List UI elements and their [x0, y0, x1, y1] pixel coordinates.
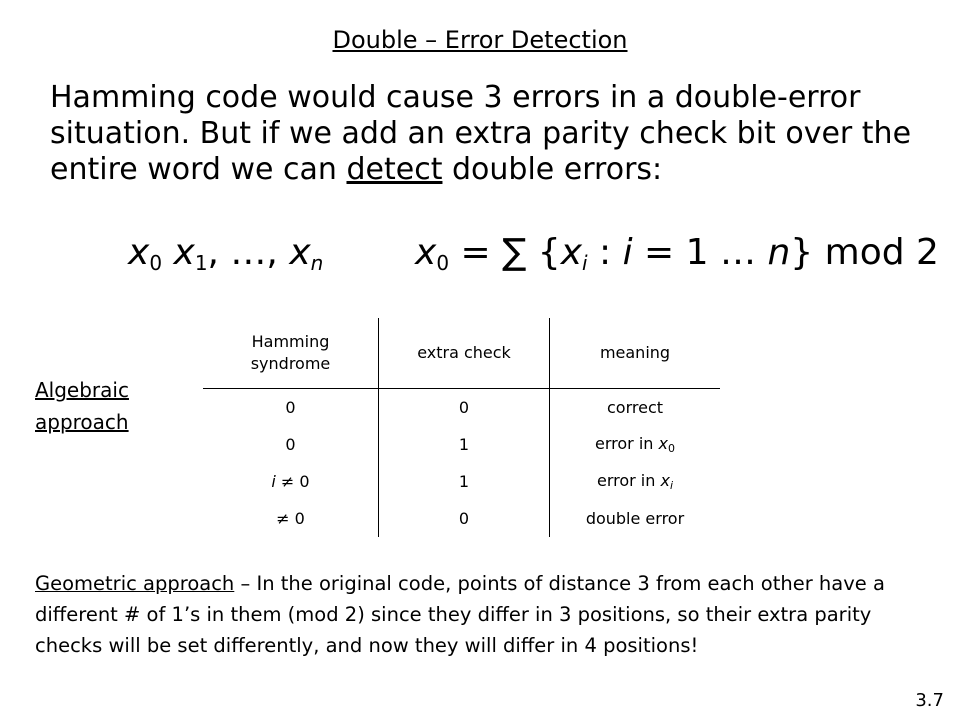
table-row: ≠ 0 0 double error: [203, 500, 720, 537]
table-row: 0 1 error in $x_0$: [203, 426, 720, 463]
header-hamming-syndrome: Hamming syndrome: [203, 318, 379, 389]
geometric-approach-paragraph: [35, 568, 915, 661]
slide-number: 3.7: [915, 690, 944, 711]
header-meaning: meaning: [550, 318, 721, 389]
slide-title: Double – Error Detection: [332, 26, 628, 54]
table-row: i ≠ 0 1 error in $x_i$: [203, 463, 720, 500]
intro-text-underlined: detect: [346, 152, 443, 187]
intro-text-before: Hamming code would cause 3 errors in a double-error situation. But if we add an extra parity check bit over the entire word we can: [50, 80, 912, 187]
parity-formula: $x_0$ = ∑ {$x_i$ : i = 1 … n} mod 2: [415, 232, 939, 275]
table-row: 0 0 correct: [203, 389, 720, 427]
algebraic-approach-label: Algebraic approach: [35, 378, 129, 434]
intro-paragraph: [50, 80, 930, 188]
syndrome-table: [203, 318, 720, 537]
geometric-approach-label: Geometric approach: [35, 572, 235, 595]
intro-text-after: double errors:: [442, 152, 663, 187]
header-extra-check: extra check: [379, 318, 550, 389]
geometric-approach-text: – In the original code, points of distance 3 from each other have a different # of 1’s in them (mod 2) since they differ in 3 positions, so their extra parity checks will be set differently, and now they will differ in 4 positions!: [35, 572, 885, 657]
codeword-formula: $x_0$ $x_1$, …, $x_n$: [128, 232, 324, 275]
table-header-row: [203, 318, 720, 389]
